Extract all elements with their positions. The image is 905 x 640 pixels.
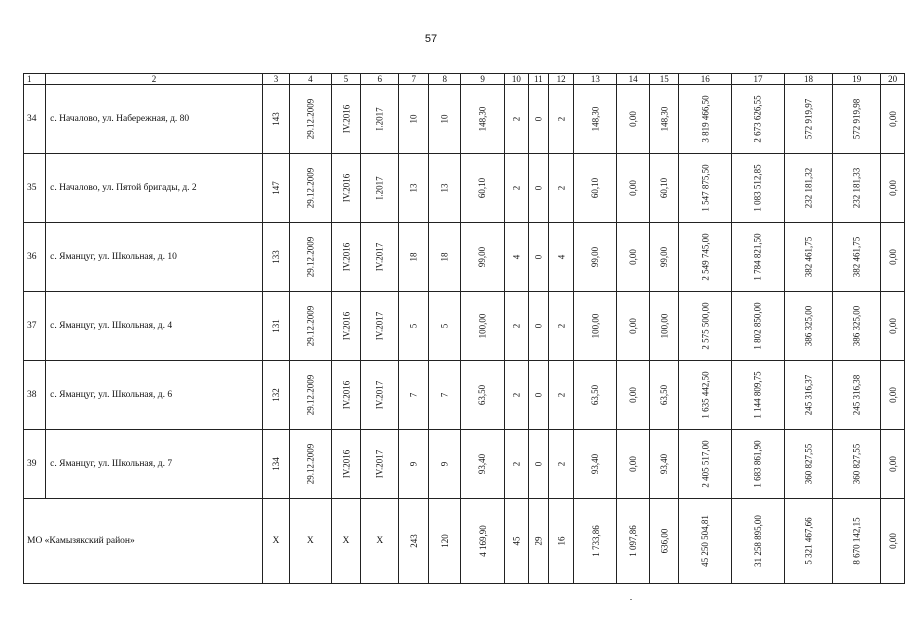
- cell-text: IV.2017: [374, 242, 385, 271]
- cell-text: 232 181,32: [803, 167, 814, 208]
- cell-text: 10: [439, 114, 450, 123]
- cell-text: 93,40: [659, 453, 670, 474]
- cell-text: 636,00: [659, 528, 670, 553]
- total-value-cell: [461, 499, 505, 584]
- cell-text: 2 549 745,00: [700, 232, 711, 281]
- cell-text: 2 673 626,55: [752, 94, 763, 143]
- total-value-cell: [262, 499, 289, 584]
- cell-text: Х: [306, 536, 314, 546]
- cell-text: 99,00: [477, 246, 488, 267]
- total-value-cell: [574, 499, 617, 584]
- cell-text: 572 919,98: [851, 98, 862, 139]
- cell-text: 1 635 442,50: [700, 370, 711, 419]
- cell-text: 360 827,55: [803, 443, 814, 484]
- value-cell: [679, 292, 732, 361]
- row-number: 39: [24, 430, 46, 499]
- value-cell: [679, 223, 732, 292]
- cell-text: 243: [408, 533, 419, 548]
- value-cell: [290, 154, 332, 223]
- value-cell: [290, 292, 332, 361]
- value-cell: [504, 85, 528, 154]
- cell-text: 0: [533, 323, 544, 328]
- value-cell: [574, 154, 617, 223]
- cell-text: 0: [533, 392, 544, 397]
- value-cell: [881, 361, 905, 430]
- value-cell: [650, 430, 679, 499]
- header-cell: 3: [262, 74, 289, 85]
- value-cell: [262, 154, 289, 223]
- cell-text: 134: [270, 456, 281, 471]
- value-cell: [732, 430, 785, 499]
- total-label: МО «Камызякский район»: [24, 499, 263, 584]
- value-cell: [732, 85, 785, 154]
- value-cell: [679, 154, 732, 223]
- value-cell: [784, 292, 832, 361]
- value-cell: [528, 430, 548, 499]
- total-value-cell: [331, 499, 361, 584]
- value-cell: [331, 85, 361, 154]
- value-cell: [833, 85, 881, 154]
- value-cell: [784, 85, 832, 154]
- cell-text: Х: [272, 536, 280, 546]
- scan-speck: [630, 599, 632, 600]
- row-number: 36: [24, 223, 46, 292]
- value-cell: [881, 85, 905, 154]
- value-cell: [290, 223, 332, 292]
- cell-text: 4: [511, 254, 522, 259]
- cell-text: 360 827,55: [851, 443, 862, 484]
- value-cell: [361, 154, 399, 223]
- value-cell: [881, 223, 905, 292]
- cell-text: 93,40: [590, 453, 601, 474]
- cell-text: 29: [533, 536, 544, 545]
- value-cell: [548, 292, 574, 361]
- cell-text: 1 083 512,85: [752, 163, 763, 212]
- cell-text: 2: [511, 461, 522, 466]
- value-cell: [650, 223, 679, 292]
- value-cell: [429, 361, 461, 430]
- cell-text: 100,00: [477, 313, 488, 338]
- header-cell: 14: [617, 74, 650, 85]
- cell-text: IV.2017: [374, 380, 385, 409]
- cell-text: 572 919,97: [803, 98, 814, 139]
- cell-text: 1 802 850,00: [752, 301, 763, 350]
- table-row: [24, 430, 905, 499]
- cell-text: 93,40: [477, 453, 488, 474]
- cell-text: 2: [511, 185, 522, 190]
- total-value-cell: [679, 499, 732, 584]
- value-cell: [833, 361, 881, 430]
- value-cell: [262, 85, 289, 154]
- total-value-cell: [617, 499, 650, 584]
- value-cell: [262, 430, 289, 499]
- header-cell: 6: [361, 74, 399, 85]
- cell-text: 0,00: [887, 248, 898, 265]
- value-cell: [528, 292, 548, 361]
- value-cell: [650, 85, 679, 154]
- value-cell: [290, 430, 332, 499]
- cell-text: 1 733,86: [590, 524, 601, 557]
- cell-text: 2: [511, 323, 522, 328]
- header-cell: 16: [679, 74, 732, 85]
- value-cell: [679, 361, 732, 430]
- value-cell: [548, 361, 574, 430]
- value-cell: [461, 223, 505, 292]
- cell-text: 131: [270, 318, 281, 333]
- cell-text: 29.12.2009: [305, 167, 316, 208]
- cell-text: 7: [439, 392, 450, 397]
- cell-text: 5 321 467,66: [803, 516, 814, 565]
- value-cell: [290, 361, 332, 430]
- header-cell: 1: [24, 74, 46, 85]
- value-cell: [617, 361, 650, 430]
- header-cell: 2: [46, 74, 263, 85]
- cell-text: 2: [511, 392, 522, 397]
- cell-text: 18: [439, 252, 450, 261]
- cell-text: 2 405 517,00: [700, 439, 711, 488]
- value-cell: [650, 154, 679, 223]
- value-cell: [461, 292, 505, 361]
- value-cell: [574, 361, 617, 430]
- cell-text: 100,00: [659, 313, 670, 338]
- cell-text: 63,50: [659, 384, 670, 405]
- cell-text: IV.2016: [340, 242, 351, 271]
- cell-text: 9: [439, 461, 450, 466]
- value-cell: [429, 223, 461, 292]
- value-cell: [881, 292, 905, 361]
- value-cell: [331, 361, 361, 430]
- cell-text: 99,00: [590, 246, 601, 267]
- cell-text: 60,10: [590, 177, 601, 198]
- address-cell: с. Началово, ул. Пятой бригады, д. 2: [46, 154, 263, 223]
- value-cell: [833, 154, 881, 223]
- cell-text: 133: [270, 249, 281, 264]
- cell-text: 1 784 821,50: [752, 232, 763, 281]
- value-cell: [784, 361, 832, 430]
- value-cell: [399, 430, 429, 499]
- cell-text: 18: [408, 252, 419, 261]
- cell-text: IV.2017: [374, 311, 385, 340]
- value-cell: [461, 430, 505, 499]
- cell-text: 2: [556, 116, 567, 121]
- value-cell: [290, 85, 332, 154]
- value-cell: [833, 292, 881, 361]
- cell-text: 4: [556, 254, 567, 259]
- value-cell: [461, 361, 505, 430]
- cell-text: 0: [533, 116, 544, 121]
- total-value-cell: [361, 499, 399, 584]
- cell-text: 8 670 142,15: [851, 516, 862, 565]
- page-number: 57: [424, 33, 438, 45]
- value-cell: [331, 430, 361, 499]
- cell-text: 4 169,90: [477, 524, 488, 557]
- value-cell: [574, 85, 617, 154]
- cell-text: 0,00: [887, 317, 898, 334]
- value-cell: [262, 292, 289, 361]
- cell-text: 0,00: [887, 386, 898, 403]
- value-cell: [331, 154, 361, 223]
- cell-text: IV.2016: [340, 449, 351, 478]
- value-cell: [361, 361, 399, 430]
- cell-text: 245 316,38: [851, 374, 862, 415]
- value-cell: [361, 85, 399, 154]
- header-cell: 11: [528, 74, 548, 85]
- row-number: 35: [24, 154, 46, 223]
- cell-text: 0,00: [628, 110, 639, 127]
- table-row: [24, 154, 905, 223]
- cell-text: 2: [556, 392, 567, 397]
- value-cell: [617, 85, 650, 154]
- value-cell: [548, 223, 574, 292]
- cell-text: IV.2016: [340, 311, 351, 340]
- total-value-cell: [504, 499, 528, 584]
- value-cell: [679, 85, 732, 154]
- table-row: [24, 85, 905, 154]
- value-cell: [881, 154, 905, 223]
- cell-text: 2 575 500,00: [700, 301, 711, 350]
- cell-text: 2: [511, 116, 522, 121]
- cell-text: 0,00: [628, 317, 639, 334]
- cell-text: 5: [408, 323, 419, 328]
- cell-text: Х: [342, 536, 350, 546]
- cell-text: 382 461,75: [851, 236, 862, 277]
- value-cell: [429, 85, 461, 154]
- cell-text: 29.12.2009: [305, 374, 316, 415]
- row-number: 38: [24, 361, 46, 430]
- value-cell: [833, 430, 881, 499]
- header-cell: 8: [429, 74, 461, 85]
- table-row: [24, 292, 905, 361]
- address-cell: с. Яманцуг, ул. Школьная, д. 4: [46, 292, 263, 361]
- header-row: [24, 74, 905, 85]
- value-cell: [262, 361, 289, 430]
- header-cell: 7: [399, 74, 429, 85]
- cell-text: 120: [439, 533, 450, 548]
- cell-text: 0,00: [628, 179, 639, 196]
- cell-text: 7: [408, 392, 419, 397]
- value-cell: [399, 154, 429, 223]
- cell-text: 63,50: [590, 384, 601, 405]
- header-cell: 15: [650, 74, 679, 85]
- cell-text: 0,00: [887, 179, 898, 196]
- cell-text: 1 144 809,75: [752, 370, 763, 419]
- cell-text: 29.12.2009: [305, 98, 316, 139]
- value-cell: [504, 361, 528, 430]
- cell-text: I.2017: [374, 175, 385, 200]
- value-cell: [528, 223, 548, 292]
- row-number: 37: [24, 292, 46, 361]
- value-cell: [617, 223, 650, 292]
- cell-text: 45: [511, 536, 522, 545]
- cell-text: 0,00: [887, 532, 898, 549]
- cell-text: 0,00: [887, 455, 898, 472]
- value-cell: [399, 361, 429, 430]
- total-value-cell: [548, 499, 574, 584]
- register-table: [23, 73, 905, 584]
- cell-text: 2: [556, 461, 567, 466]
- value-cell: [650, 361, 679, 430]
- total-value-cell: [290, 499, 332, 584]
- total-value-cell: [833, 499, 881, 584]
- value-cell: [504, 154, 528, 223]
- total-value-cell: [650, 499, 679, 584]
- address-cell: с. Началово, ул. Набережная, д. 80: [46, 85, 263, 154]
- value-cell: [784, 154, 832, 223]
- value-cell: [574, 292, 617, 361]
- value-cell: [504, 292, 528, 361]
- header-cell: 20: [881, 74, 905, 85]
- cell-text: 148,30: [477, 106, 488, 131]
- total-value-cell: [732, 499, 785, 584]
- value-cell: [679, 430, 732, 499]
- cell-text: 99,00: [659, 246, 670, 267]
- value-cell: [461, 154, 505, 223]
- table-row: [24, 223, 905, 292]
- value-cell: [361, 223, 399, 292]
- header-cell: 9: [461, 74, 505, 85]
- cell-text: 5: [439, 323, 450, 328]
- cell-text: 0: [533, 254, 544, 259]
- header-cell: 17: [732, 74, 785, 85]
- value-cell: [732, 154, 785, 223]
- value-cell: [650, 292, 679, 361]
- cell-text: 245 316,37: [803, 374, 814, 415]
- value-cell: [399, 223, 429, 292]
- header-cell: 4: [290, 74, 332, 85]
- address-cell: с. Яманцуг, ул. Школьная, д. 7: [46, 430, 263, 499]
- cell-text: 0,00: [887, 110, 898, 127]
- cell-text: 0,00: [628, 248, 639, 265]
- cell-text: 232 181,33: [851, 167, 862, 208]
- cell-text: IV.2016: [340, 380, 351, 409]
- value-cell: [399, 292, 429, 361]
- header-cell: 19: [833, 74, 881, 85]
- cell-text: IV.2016: [340, 104, 351, 133]
- value-cell: [617, 154, 650, 223]
- header-cell: 12: [548, 74, 574, 85]
- value-cell: [461, 85, 505, 154]
- cell-text: 0: [533, 185, 544, 190]
- value-cell: [833, 223, 881, 292]
- cell-text: 2: [556, 323, 567, 328]
- cell-text: I.2017: [374, 106, 385, 131]
- total-value-cell: [528, 499, 548, 584]
- cell-text: 9: [408, 461, 419, 466]
- row-number: 34: [24, 85, 46, 154]
- value-cell: [617, 292, 650, 361]
- cell-text: 60,10: [659, 177, 670, 198]
- cell-text: 31 258 895,00: [752, 514, 763, 567]
- cell-text: IV.2017: [374, 449, 385, 478]
- cell-text: 29.12.2009: [305, 236, 316, 277]
- value-cell: [429, 430, 461, 499]
- cell-text: 132: [270, 387, 281, 402]
- cell-text: 100,00: [590, 313, 601, 338]
- cell-text: 1 547 875,50: [700, 163, 711, 212]
- value-cell: [331, 292, 361, 361]
- cell-text: 1 683 861,90: [752, 439, 763, 488]
- value-cell: [732, 361, 785, 430]
- table-body: [24, 74, 905, 584]
- value-cell: [881, 430, 905, 499]
- cell-text: 148,30: [590, 106, 601, 131]
- header-cell: 5: [331, 74, 361, 85]
- cell-text: IV.2016: [340, 173, 351, 202]
- value-cell: [361, 292, 399, 361]
- value-cell: [784, 430, 832, 499]
- value-cell: [732, 223, 785, 292]
- total-row: [24, 499, 905, 584]
- header-cell: 10: [504, 74, 528, 85]
- value-cell: [528, 154, 548, 223]
- total-value-cell: [784, 499, 832, 584]
- value-cell: [548, 85, 574, 154]
- cell-text: 386 325,00: [803, 305, 814, 346]
- header-cell: 13: [574, 74, 617, 85]
- header-cell: 18: [784, 74, 832, 85]
- total-value-cell: [881, 499, 905, 584]
- total-value-cell: [399, 499, 429, 584]
- cell-text: 16: [556, 536, 567, 545]
- cell-text: 13: [439, 183, 450, 192]
- cell-text: Х: [376, 536, 384, 546]
- address-cell: с. Яманцуг, ул. Школьная, д. 6: [46, 361, 263, 430]
- cell-text: 0,00: [628, 455, 639, 472]
- cell-text: 148,30: [659, 106, 670, 131]
- value-cell: [361, 430, 399, 499]
- cell-text: 45 250 504,81: [700, 514, 711, 567]
- cell-text: 1 097,86: [628, 524, 639, 557]
- value-cell: [331, 223, 361, 292]
- cell-text: 29.12.2009: [305, 443, 316, 484]
- cell-text: 29.12.2009: [305, 305, 316, 346]
- total-value-cell: [429, 499, 461, 584]
- value-cell: [784, 223, 832, 292]
- value-cell: [504, 430, 528, 499]
- value-cell: [548, 430, 574, 499]
- cell-text: 2: [556, 185, 567, 190]
- value-cell: [617, 430, 650, 499]
- value-cell: [528, 85, 548, 154]
- value-cell: [399, 85, 429, 154]
- cell-text: 382 461,75: [803, 236, 814, 277]
- value-cell: [504, 223, 528, 292]
- value-cell: [262, 223, 289, 292]
- value-cell: [574, 223, 617, 292]
- value-cell: [429, 292, 461, 361]
- cell-text: 13: [408, 183, 419, 192]
- cell-text: 386 325,00: [851, 305, 862, 346]
- value-cell: [528, 361, 548, 430]
- value-cell: [732, 292, 785, 361]
- cell-text: 143: [270, 111, 281, 126]
- cell-text: 63,50: [477, 384, 488, 405]
- value-cell: [548, 154, 574, 223]
- value-cell: [429, 154, 461, 223]
- value-cell: [574, 430, 617, 499]
- address-cell: с. Яманцуг, ул. Школьная, д. 10: [46, 223, 263, 292]
- cell-text: 10: [408, 114, 419, 123]
- cell-text: 147: [270, 180, 281, 195]
- cell-text: 0: [533, 461, 544, 466]
- cell-text: 60,10: [477, 177, 488, 198]
- cell-text: 3 819 466,50: [700, 94, 711, 143]
- cell-text: 0,00: [628, 386, 639, 403]
- table-row: [24, 361, 905, 430]
